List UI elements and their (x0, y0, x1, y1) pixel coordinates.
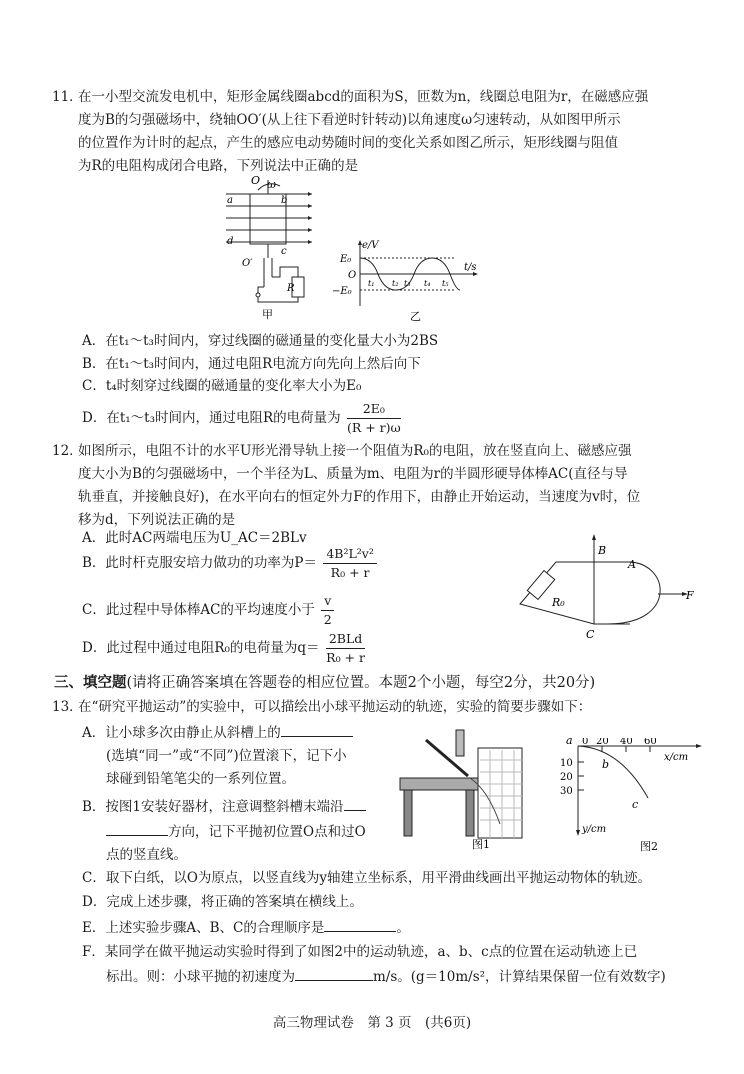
fraction: $\frac{v}{2}$ (321, 592, 334, 629)
x-axis-label: t/s (464, 262, 477, 273)
q13-step-f: F．某同学在做平抛运动实验时得到了如图2中的运动轨迹，a、b、c点的位置在运动轨迹上已 标出。则：小球平抛的初速度为 m/s。(g＝10m/s²，计算结果保留一位有效数字) (82, 944, 666, 985)
y-tick-20: 20 (560, 772, 573, 783)
question-stem: 在一小型交流发电机中，矩形金属线圈abcd的面积为S，匝数为n，线圈总电阻为r，在磁感应强 度为B的匀强磁场中，绕轴OO′(从上往下看逆时针转动)以角速度ω匀速转动，从如图甲所示 的位置作为计时的起点，产生的感应电动势随时间的变化关系如图乙所示，矩形线圈与阻值 为R的电阻构成闭合电路，下列说法中正确的是 (78, 89, 649, 174)
label-a: a (227, 195, 233, 206)
figure-2-trajectory (560, 738, 710, 854)
point-a: a (566, 738, 573, 747)
q12-option-c: C．此过程中导体棒AC的平均速度小于 $\frac{v}{2}$ (82, 592, 336, 629)
label-R0: R₀ (552, 596, 565, 609)
label-O: O (251, 174, 261, 187)
question-11 (54, 86, 694, 178)
question-number: 11． (52, 89, 83, 105)
q12-option-d: D．此过程中通过电阻R₀的电荷量为q＝ $\frac{\text{2BLd}}{\text{R₀ + r}}$ (82, 631, 365, 665)
answer-blank[interactable] (324, 915, 396, 932)
figure-q12-rail (510, 532, 700, 642)
question-number: 12． (52, 443, 83, 459)
section-note: (请将正确答案填在答题卷的相应位置。本题2个小题，每空2分，共20分) (126, 675, 596, 691)
question-stem: 在“研究平抛运动”的实验中，可以描绘出小球平抛运动的轨迹，实验的简要步骤如下： (78, 699, 592, 715)
label-d: d (227, 236, 234, 247)
label-R: R (287, 283, 295, 294)
q11-option-a: A．在t₁～t₃时间内，穿过线圈的磁通量的变化量大小为2BS (82, 333, 439, 349)
y-axis-label: e/V (362, 240, 379, 251)
label-t1: t₁ (368, 279, 375, 288)
label-t3: t₃ (404, 279, 411, 288)
label-A: A (628, 558, 636, 571)
label-c: c (281, 246, 287, 257)
point-b: b (602, 758, 610, 771)
label-E0: E₀ (340, 254, 352, 265)
label-omega: ω (267, 178, 276, 191)
q13-step-e: E．上述实验步骤A、B、C的合理顺序是 。 (82, 915, 410, 940)
x-tick-20: 20 (596, 738, 609, 747)
answer-blank[interactable] (281, 720, 353, 737)
q13-step-d: D．完成上述步骤，将正确的答案填在横线上。 (82, 894, 363, 910)
point-c: c (632, 798, 639, 811)
label-O-prime: O′ (242, 258, 253, 269)
q11-option-b: B．在t₁～t₃时间内，通过电阻R电流方向先向上然后向下 (82, 356, 421, 372)
figure-yi-caption: 乙 (410, 310, 421, 323)
q13-step-a: A．让小球多次由静止从斜槽上的 (选填“同一”或“不同”)位置滚下，记下小 球碰到铅笔笔尖的一系列位置。 (82, 720, 392, 791)
q11-option-d: D．在t₁～t₃时间内，通过电阻R的电荷量为 $\frac{\text{2E₀}}{(R + r)\omega}$ (82, 401, 401, 435)
page-footer: 高三物理试卷 第 3 页 (共6页) (272, 1015, 472, 1031)
label-b: b (281, 195, 288, 206)
label-F: F (686, 589, 694, 602)
label-C: C (586, 628, 595, 641)
q13-step-b: B．按图1安装好器材，注意调整斜槽末端沿 方向，记下平抛初位置O点和过O 点的竖直线。 (82, 794, 392, 867)
figure-1-apparatus (396, 720, 528, 852)
fraction: $\frac{\text{2E₀}}{(R + r)\omega}$ (346, 401, 401, 435)
answer-blank[interactable] (106, 819, 168, 836)
x-tick-0: 0 (582, 738, 589, 747)
label-t2: t₂ (392, 279, 399, 288)
figure-jia-generator (218, 172, 318, 322)
x-tick-60: 60 (644, 738, 657, 747)
y-tick-30: 30 (560, 786, 573, 797)
figure-yi-emf-graph (330, 236, 490, 324)
answer-blank[interactable] (295, 964, 373, 981)
label-t5: t₅ (442, 279, 449, 288)
figure-2-caption: 图2 (640, 840, 658, 853)
label-origin: O (348, 270, 357, 281)
label-neg-E0: −E₀ (332, 286, 352, 297)
fraction: $\frac{\text{4B²L²v²}}{\text{R₀ + r}}$ (323, 545, 377, 582)
q12-option-a: A．此时AC两端电压为U_AC＝2BLv (82, 530, 307, 546)
y-tick-10: 10 (560, 758, 573, 769)
x-axis-unit: x/cm (664, 752, 689, 763)
q13-step-c: C．取下白纸，以O为原点，以竖直线为y轴建立坐标系，用平滑曲线画出平抛运动物体的轨迹。 (82, 870, 652, 886)
section-title: 三、填空题 (54, 675, 127, 691)
question-13 (54, 696, 694, 719)
question-stem: 如图所示，电阻不计的水平U形光滑导轨上接一个阻值为R₀的电阻，放在竖直向上、磁感应强 度大小为B的匀强磁场中，一个半径为L、质量为m、电阻为r的半圆形硬导体棒AC(直径与导 轨垂直，并接触良好)，在水平向右的恒定外力F的作用下，由静止开始运动，当速度为v时，位 移为d，下列说法正确的是 (78, 443, 641, 528)
section-three-header (54, 672, 595, 695)
label-t4: t₄ (424, 279, 431, 288)
y-axis-unit: y/cm (582, 824, 607, 835)
figure-1-caption: 图1 (472, 838, 490, 851)
q12-option-b: B．此时杆克服安培力做功的功率为P＝ $\frac{\text{4B²L²v²}}{\text{R₀ + r}}$ (82, 545, 379, 582)
question-12 (54, 440, 694, 532)
label-B: B (598, 544, 607, 557)
answer-blank[interactable] (344, 794, 366, 811)
q11-option-c: C．t₄时刻穿过线圈的磁通量的变化率大小为E₀ (82, 378, 362, 394)
x-tick-40: 40 (620, 738, 633, 747)
question-number: 13． (52, 699, 83, 715)
fraction: $\frac{\text{2BLd}}{\text{R₀ + r}}$ (326, 631, 365, 665)
figure-jia-caption: 甲 (262, 308, 273, 321)
